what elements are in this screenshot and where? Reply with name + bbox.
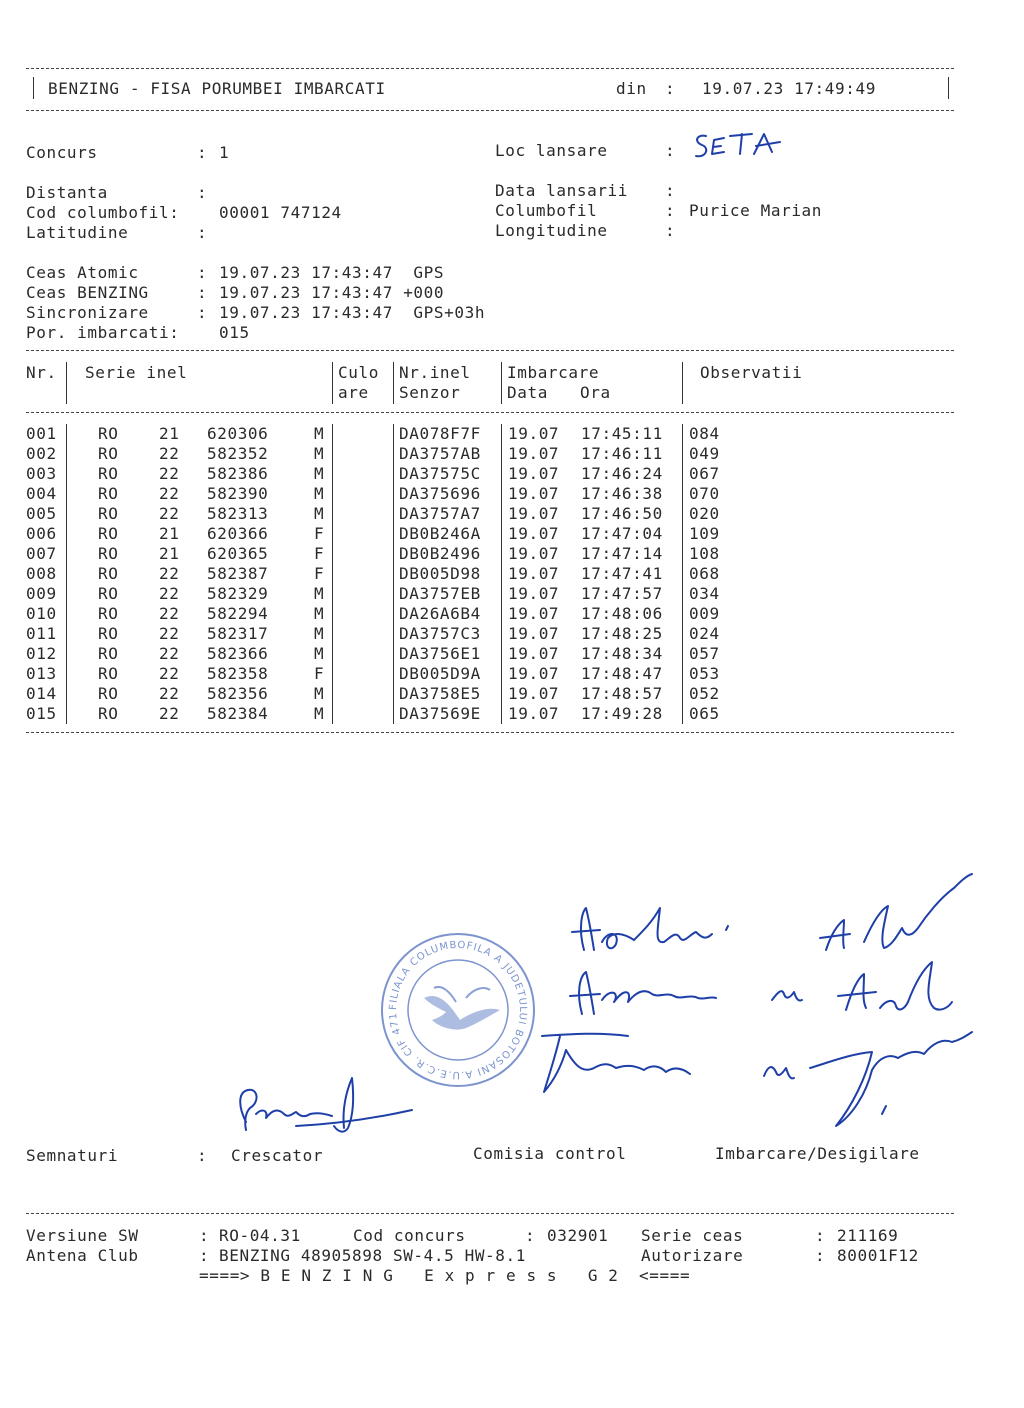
latitudine-label: Latitudine: [26, 223, 129, 242]
cell-ring: 582294: [207, 604, 269, 623]
col-header-nr: Nr.: [26, 363, 57, 382]
serie-ceas-label: Serie ceas: [641, 1226, 744, 1245]
cell-ora: 17:48:25: [581, 624, 663, 643]
cell-senzor: DA26A6B4: [399, 604, 481, 623]
concurs-colon: :: [197, 143, 208, 162]
cell-year: 22: [159, 464, 180, 483]
cell-ora: 17:45:11: [581, 424, 663, 443]
cell-sex: M: [314, 644, 325, 663]
cell-senzor: DA37575C: [399, 464, 481, 483]
distanta-colon: :: [197, 183, 208, 202]
col-header-data: Data: [507, 383, 548, 402]
cell-data: 19.07: [508, 684, 560, 703]
cell-obs: 084: [689, 424, 720, 443]
versiune-sw-colon: :: [199, 1226, 210, 1245]
cell-year: 22: [159, 444, 180, 463]
cell-sex: M: [314, 584, 325, 603]
col-header-culoare-1: Culo: [338, 363, 379, 382]
cell-data: 19.07: [508, 484, 560, 503]
versiune-sw-value: RO-04.31: [219, 1226, 301, 1245]
cell-senzor: DA3758E5: [399, 684, 481, 703]
ceas-atomic-colon: :: [197, 263, 208, 282]
cell-ring: 582358: [207, 664, 269, 683]
cell-country: RO: [98, 444, 119, 463]
cell-ring: 620306: [207, 424, 269, 443]
loc-lansare-handwritten: [690, 128, 790, 164]
cell-year: 22: [159, 624, 180, 643]
cell-nr: 003: [26, 464, 57, 483]
cell-data: 19.07: [508, 424, 560, 443]
cell-obs: 024: [689, 624, 720, 643]
body-sep-senzor: [501, 424, 502, 724]
crescator-signature: [226, 1070, 426, 1150]
header-right-bar: [948, 77, 949, 99]
cell-data: 19.07: [508, 444, 560, 463]
cell-obs: 108: [689, 544, 720, 563]
versiune-sw-label: Versiune SW: [26, 1226, 139, 1245]
cell-senzor: DB0B246A: [399, 524, 481, 543]
cell-year: 22: [159, 704, 180, 723]
table-header-rule: [26, 412, 954, 413]
cell-ora: 17:47:04: [581, 524, 663, 543]
cell-ora: 17:46:11: [581, 444, 663, 463]
cell-obs: 052: [689, 684, 720, 703]
cell-sex: F: [314, 524, 325, 543]
cell-ring: 582366: [207, 644, 269, 663]
cell-sex: M: [314, 464, 325, 483]
data-lansarii-label: Data lansarii: [495, 181, 629, 200]
cell-data: 19.07: [508, 664, 560, 683]
ceas-atomic-value: 19.07.23 17:43:47 GPS: [219, 263, 445, 282]
cod-concurs-label: Cod concurs: [353, 1226, 466, 1245]
cell-senzor: DA3757AB: [399, 444, 481, 463]
col-sep-imbarcare: [682, 362, 683, 404]
cell-year: 22: [159, 684, 180, 703]
col-sep-serie: [332, 362, 333, 404]
cell-ring: 620365: [207, 544, 269, 563]
columbofil-label: Columbofil: [495, 201, 598, 220]
col-header-culoare-2: are: [338, 383, 369, 402]
cell-ora: 17:48:47: [581, 664, 663, 683]
cell-ring: 582356: [207, 684, 269, 703]
cell-senzor: DA375696: [399, 484, 481, 503]
cell-country: RO: [98, 604, 119, 623]
ceas-benzing-colon: :: [197, 283, 208, 302]
imbarcare-desigilare-label: Imbarcare/Desigilare: [715, 1144, 920, 1163]
cell-ring: 582352: [207, 444, 269, 463]
col-sep-nr: [66, 362, 67, 404]
crescator-label: Crescator: [231, 1146, 324, 1165]
columbofil-colon: :: [665, 201, 676, 220]
cell-nr: 004: [26, 484, 57, 503]
footer-top-rule: [26, 1213, 954, 1214]
cell-senzor: DA078F7F: [399, 424, 481, 443]
cell-country: RO: [98, 584, 119, 603]
table-bottom-rule: [26, 732, 954, 733]
comisia-control-label: Comisia control: [473, 1144, 627, 1163]
cell-nr: 012: [26, 644, 57, 663]
cell-year: 21: [159, 524, 180, 543]
ceas-benzing-value: 19.07.23 17:43:47 +000: [219, 283, 445, 302]
report-datetime: 19.07.23 17:49:49: [702, 79, 876, 98]
cell-sex: M: [314, 704, 325, 723]
cell-year: 22: [159, 584, 180, 603]
club-stamp-icon: [372, 920, 540, 1092]
cell-nr: 015: [26, 704, 57, 723]
cell-sex: M: [314, 624, 325, 643]
cell-country: RO: [98, 684, 119, 703]
cell-year: 22: [159, 644, 180, 663]
cell-ora: 17:48:57: [581, 684, 663, 703]
cell-obs: 020: [689, 504, 720, 523]
cell-country: RO: [98, 624, 119, 643]
cell-obs: 070: [689, 484, 720, 503]
cell-ora: 17:47:41: [581, 564, 663, 583]
cell-ora: 17:46:50: [581, 504, 663, 523]
cell-obs: 067: [689, 464, 720, 483]
cell-ring: 620366: [207, 524, 269, 543]
cell-data: 19.07: [508, 564, 560, 583]
cell-nr: 006: [26, 524, 57, 543]
cell-sex: F: [314, 564, 325, 583]
cell-obs: 034: [689, 584, 720, 603]
col-header-imbarcare: Imbarcare: [507, 363, 600, 382]
cell-sex: M: [314, 484, 325, 503]
latitudine-colon: :: [197, 223, 208, 242]
serie-ceas-value: 211169: [837, 1226, 899, 1245]
data-lansarii-colon: :: [665, 181, 676, 200]
cell-nr: 011: [26, 624, 57, 643]
cell-data: 19.07: [508, 584, 560, 603]
cell-data: 19.07: [508, 624, 560, 643]
cell-obs: 057: [689, 644, 720, 663]
cell-obs: 068: [689, 564, 720, 583]
cell-ring: 582390: [207, 484, 269, 503]
cell-data: 19.07: [508, 544, 560, 563]
cell-nr: 002: [26, 444, 57, 463]
header-left-bar: [33, 77, 34, 99]
ceas-atomic-label: Ceas Atomic: [26, 263, 139, 282]
cell-nr: 014: [26, 684, 57, 703]
cell-data: 19.07: [508, 704, 560, 723]
serie-ceas-colon: :: [815, 1226, 826, 1245]
cell-ring: 582386: [207, 464, 269, 483]
autorizare-colon: :: [815, 1246, 826, 1265]
cell-year: 22: [159, 664, 180, 683]
columbofil-value: Purice Marian: [689, 201, 823, 220]
cell-senzor: DB0B2496: [399, 544, 481, 563]
cell-obs: 049: [689, 444, 720, 463]
header-top-rule: [26, 68, 954, 69]
header-bottom-rule: [26, 110, 954, 111]
sincronizare-value: 19.07.23 17:43:47 GPS+03h: [219, 303, 486, 322]
antena-club-colon: :: [199, 1246, 210, 1265]
cell-year: 22: [159, 504, 180, 523]
semnaturi-label: Semnaturi: [26, 1146, 119, 1165]
cell-sex: F: [314, 544, 325, 563]
body-sep-imbarcare: [682, 424, 683, 724]
por-imbarcati-value: 015: [219, 323, 250, 342]
cell-sex: M: [314, 444, 325, 463]
autorizare-label: Autorizare: [641, 1246, 744, 1265]
cell-nr: 009: [26, 584, 57, 603]
stamp-text: FILIALA COLUMBOFILA A JUDETULUI BOTOSANI A.U.E.C.R. CIF 47102082: [372, 920, 529, 1081]
cell-ring: 582313: [207, 504, 269, 523]
semnaturi-colon: :: [197, 1146, 208, 1165]
col-header-nr-inel: Nr.inel: [399, 363, 471, 382]
body-sep-nr: [66, 424, 67, 724]
sincronizare-label: Sincronizare: [26, 303, 149, 322]
col-header-observatii: Observatii: [700, 363, 803, 382]
cell-data: 19.07: [508, 464, 560, 483]
cell-obs: 109: [689, 524, 720, 543]
cell-data: 19.07: [508, 644, 560, 663]
table-top-rule: [26, 350, 954, 351]
cell-ora: 17:48:34: [581, 644, 663, 663]
cell-ora: 17:47:57: [581, 584, 663, 603]
body-sep-serie: [332, 424, 333, 724]
cell-senzor: DA3756E1: [399, 644, 481, 663]
cell-year: 22: [159, 604, 180, 623]
concurs-value: 1: [219, 143, 230, 162]
cell-year: 21: [159, 424, 180, 443]
cell-year: 21: [159, 544, 180, 563]
cell-ring: 582317: [207, 624, 269, 643]
cell-ring: 582329: [207, 584, 269, 603]
col-header-serie-inel: Serie inel: [85, 363, 188, 382]
cell-country: RO: [98, 664, 119, 683]
ceas-benzing-label: Ceas BENZING: [26, 283, 149, 302]
cod-concurs-colon: :: [525, 1226, 536, 1245]
cell-nr: 008: [26, 564, 57, 583]
din-colon: :: [665, 79, 676, 98]
cell-ring: 582387: [207, 564, 269, 583]
cell-obs: 009: [689, 604, 720, 623]
cell-obs: 065: [689, 704, 720, 723]
cell-sex: M: [314, 504, 325, 523]
cod-columbofil-label: Cod columbofil:: [26, 203, 180, 222]
cell-ora: 17:46:24: [581, 464, 663, 483]
cell-nr: 005: [26, 504, 57, 523]
autorizare-value: 80001F12: [837, 1246, 919, 1265]
cell-senzor: DA3757A7: [399, 504, 481, 523]
longitudine-colon: :: [665, 221, 676, 240]
cell-obs: 053: [689, 664, 720, 683]
cell-country: RO: [98, 544, 119, 563]
por-imbarcati-label: Por. imbarcati:: [26, 323, 180, 342]
cell-country: RO: [98, 644, 119, 663]
cell-data: 19.07: [508, 524, 560, 543]
cell-data: 19.07: [508, 504, 560, 523]
cell-sex: F: [314, 664, 325, 683]
body-sep-culoare: [393, 424, 394, 724]
din-label: din: [616, 79, 647, 98]
cod-columbofil-value: 00001 747124: [219, 203, 342, 222]
col-sep-culoare: [393, 362, 394, 404]
col-header-senzor: Senzor: [399, 383, 461, 402]
cell-country: RO: [98, 524, 119, 543]
cell-senzor: DA3757C3: [399, 624, 481, 643]
cod-concurs-value: 032901: [547, 1226, 609, 1245]
distanta-label: Distanta: [26, 183, 108, 202]
cell-ora: 17:49:28: [581, 704, 663, 723]
cell-country: RO: [98, 424, 119, 443]
cell-sex: M: [314, 684, 325, 703]
commission-signatures: [520, 868, 980, 1148]
page-title: BENZING - FISA PORUMBEI IMBARCATI: [48, 79, 386, 98]
cell-year: 22: [159, 484, 180, 503]
cell-data: 19.07: [508, 604, 560, 623]
cell-ora: 17:46:38: [581, 484, 663, 503]
col-header-ora: Ora: [580, 383, 611, 402]
cell-sex: M: [314, 424, 325, 443]
cell-country: RO: [98, 484, 119, 503]
cell-ring: 582384: [207, 704, 269, 723]
antena-club-value: BENZING 48905898 SW-4.5 HW-8.1: [219, 1246, 526, 1265]
col-sep-senzor: [501, 362, 502, 404]
cell-country: RO: [98, 464, 119, 483]
loc-lansare-label: Loc lansare: [495, 141, 608, 160]
svg-text:FILIALA COLUMBOFILA A JUDETULU: [372, 920, 528, 1080]
cell-senzor: DB005D98: [399, 564, 481, 583]
cell-nr: 007: [26, 544, 57, 563]
benzing-express-banner: ====> B E N Z I N G E x p r e s s G 2 <====: [199, 1266, 691, 1285]
cell-country: RO: [98, 704, 119, 723]
cell-nr: 010: [26, 604, 57, 623]
cell-ora: 17:47:14: [581, 544, 663, 563]
longitudine-label: Longitudine: [495, 221, 608, 240]
sincronizare-colon: :: [197, 303, 208, 322]
cell-sex: M: [314, 604, 325, 623]
cell-ora: 17:48:06: [581, 604, 663, 623]
concurs-label: Concurs: [26, 143, 98, 162]
cell-senzor: DA3757EB: [399, 584, 481, 603]
antena-club-label: Antena Club: [26, 1246, 139, 1265]
cell-country: RO: [98, 564, 119, 583]
cell-nr: 001: [26, 424, 57, 443]
loc-lansare-colon: :: [665, 141, 676, 160]
cell-country: RO: [98, 504, 119, 523]
cell-nr: 013: [26, 664, 57, 683]
cell-senzor: DA37569E: [399, 704, 481, 723]
cell-year: 22: [159, 564, 180, 583]
cell-senzor: DB005D9A: [399, 664, 481, 683]
